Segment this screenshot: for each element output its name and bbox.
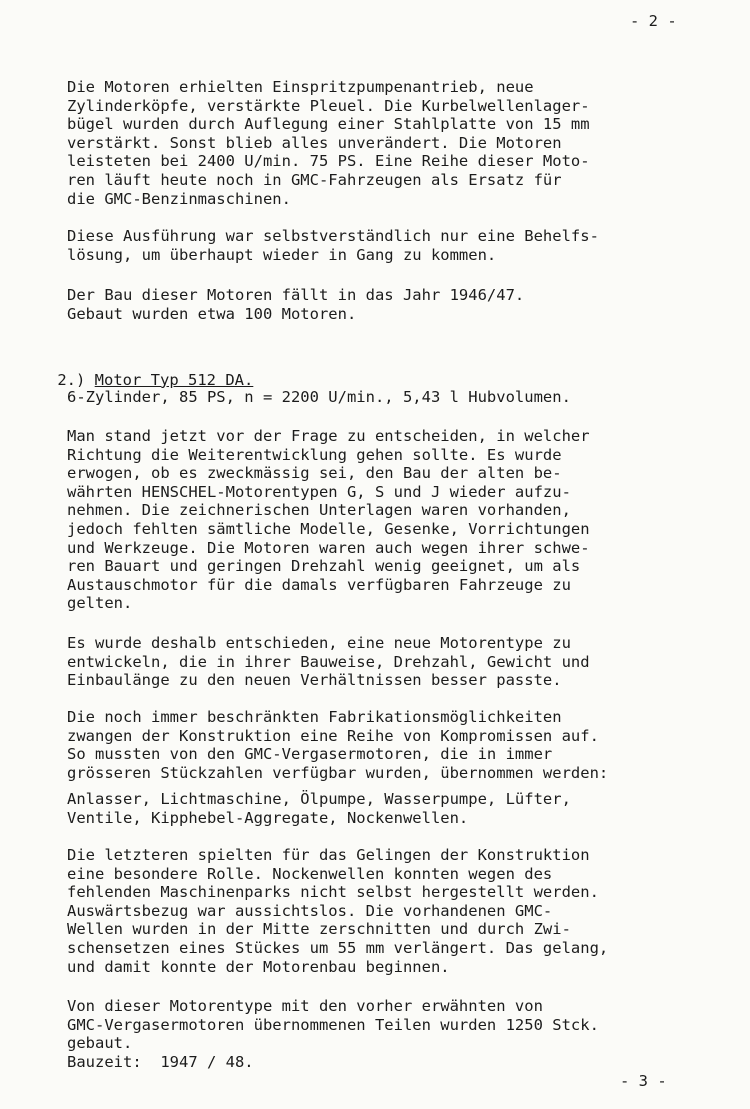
paragraph: Von dieser Motorentype mit den vorher erwähnten von GMC-Vergasermotoren übernommenen Teilen wurden 1250 Stck. gebaut. Bauzeit: 1947 / 48. xyxy=(67,997,599,1071)
paragraph: Die noch immer beschränkten Fabrikationsmöglichkeiten zwangen der Konstruktion eine Reihe von Kompromissen auf. So mussten von den GMC-Vergasermotoren, die in immer grösseren Stückzahlen verfügbar wurden, übernommen werden: xyxy=(67,708,609,782)
page-number-bottom: - 3 - xyxy=(620,1072,667,1090)
paragraph: Die letzteren spielten für das Gelingen der Konstruktion eine besondere Rolle. Nockenwellen konnten wegen des fehlenden Maschinenparks nicht selbst hergestellt werden. Auswärtsbezug war aussichtslos. Die vorhandenen GMC- Wellen wurden in der Mitte zerschnitten und durch Zwi- schensetzen eines Stückes um 55 mm verlängert. Das gelang, und damit konnte der Motorenbau beginnen. xyxy=(67,846,609,976)
paragraph: Die Motoren erhielten Einspritzpumpenantrieb, neue Zylinderköpfe, verstärkte Pleuel. Die Kurbelwellenlager- bügel wurden durch Auflegung einer Stahlplatte von 15 mm verstärkt. Sonst blieb alles unverändert. Die Motoren leisteten bei 2400 U/min. 75 PS. Eine Reihe dieser Moto- ren läuft heute noch in GMC-Fahrzeugen als Ersatz für die GMC-Benzinmaschinen. xyxy=(67,78,590,208)
specs-line: 6-Zylinder, 85 PS, n = 2200 U/min., 5,43 l Hubvolumen. xyxy=(67,388,571,406)
paragraph: Es wurde deshalb entschieden, eine neue Motorentype zu entwickeln, die in ihrer Bauweise, Drehzahl, Gewicht und Einbaulänge zu den neuen Verhältnissen besser passte. xyxy=(67,634,590,690)
paragraph: Diese Ausführung war selbstverständlich nur eine Behelfs- lösung, um überhaupt wieder in Gang zu kommen. xyxy=(67,227,599,264)
paragraph: Man stand jetzt vor der Frage zu entscheiden, in welcher Richtung die Weiterentwicklung gehen sollte. Es wurde erwogen, ob es zweckmässig sei, den Bau der alten be- währten HENSCHEL-Motorentypen G, S und J wieder aufzu- nehmen. Die zeichnerischen Unterlagen waren vorhanden, jedoch fehlten sämtliche Modelle, Gesenke, Vorrichtungen und Werkzeuge. Die Motoren waren auch wegen ihrer schwe- ren Bauart und geringen Drehzahl wenig geeignet, um als Austauschmotor für die damals verfügbaren Fahrzeuge zu gelten. xyxy=(67,427,590,613)
page-number-top: - 2 - xyxy=(630,12,677,30)
paragraph: Anlasser, Lichtmaschine, Ölpumpe, Wasserpumpe, Lüfter, Ventile, Kipphebel-Aggregate, Nockenwellen. xyxy=(67,790,571,827)
paragraph: Der Bau dieser Motoren fällt in das Jahr 1946/47. Gebaut wurden etwa 100 Motoren. xyxy=(67,286,525,323)
section-number: 2.) xyxy=(57,370,86,389)
section-title: Motor Typ 512 DA. xyxy=(94,370,254,389)
